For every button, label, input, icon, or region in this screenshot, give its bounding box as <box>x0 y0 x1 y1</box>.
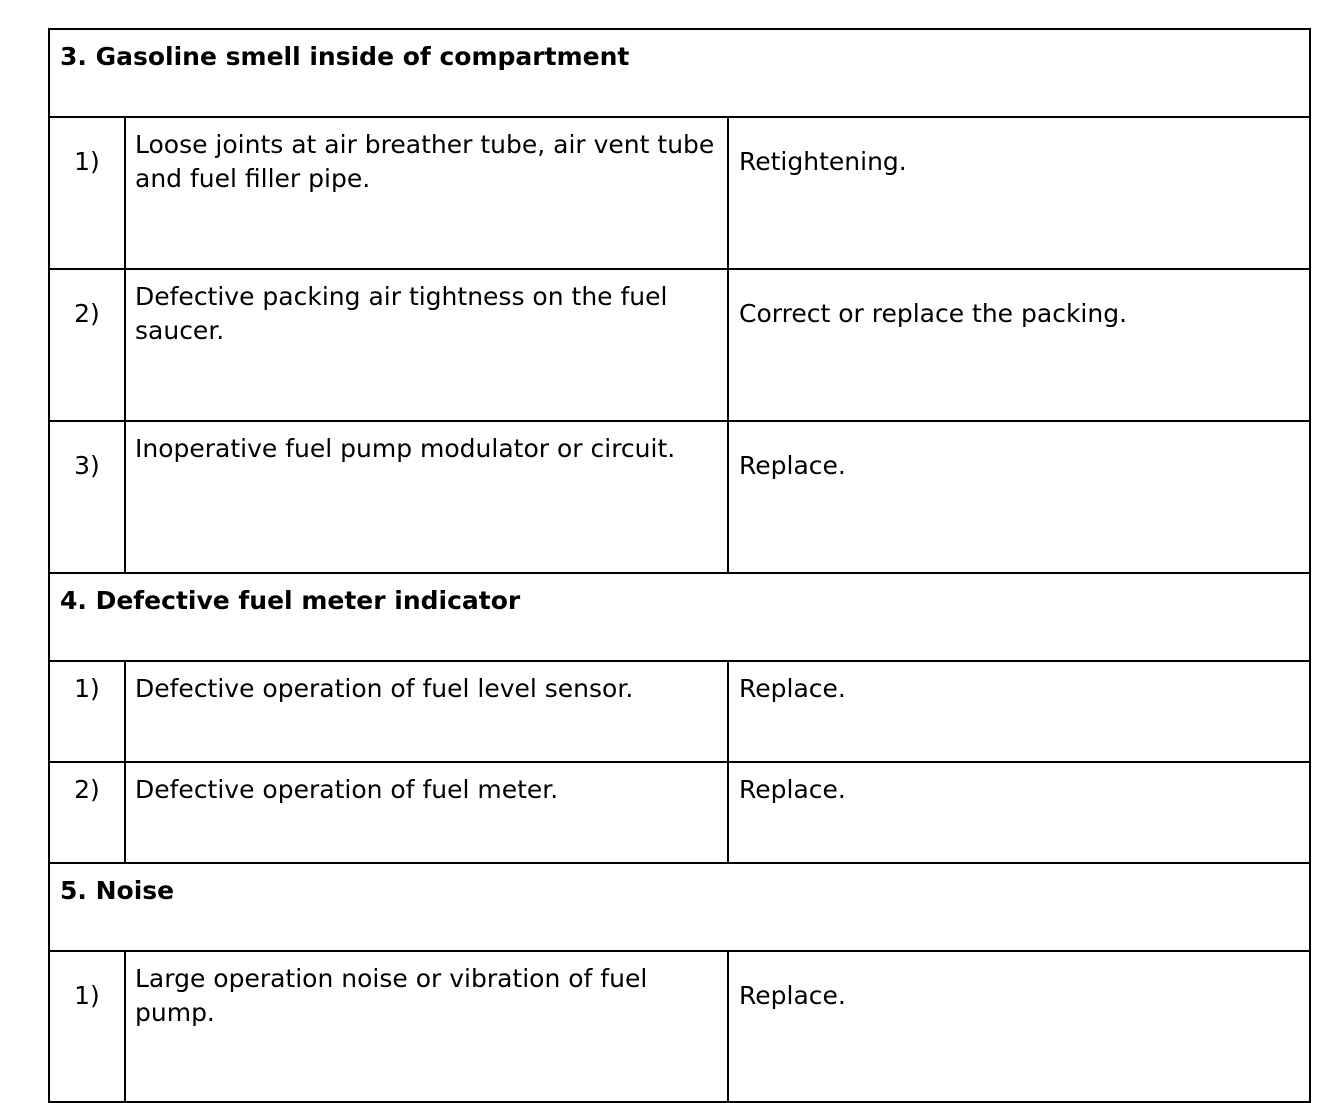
cause-cell: Defective operation of fuel meter. <box>125 762 728 863</box>
table-row <box>49 269 1310 421</box>
section-heading-row <box>49 573 1310 661</box>
troubleshooting-table <box>48 28 1311 1103</box>
section-heading-row <box>49 863 1310 951</box>
remedy-cell: Replace. <box>728 762 1310 863</box>
remedy-cell: Correct or replace the packing. <box>728 269 1310 421</box>
cause-cell: Defective packing air tightness on the fuel saucer. <box>125 269 728 421</box>
table-row <box>49 117 1310 269</box>
table-row <box>49 762 1310 863</box>
item-number: 1) <box>49 951 125 1102</box>
section-heading: 3. Gasoline smell inside of compartment <box>49 29 1310 117</box>
cause-cell: Loose joints at air breather tube, air vent tube and fuel filler pipe. <box>125 117 728 269</box>
cause-cell: Inoperative fuel pump modulator or circuit. <box>125 421 728 573</box>
remedy-cell: Replace. <box>728 421 1310 573</box>
item-number: 2) <box>49 269 125 421</box>
table-row <box>49 421 1310 573</box>
item-number: 2) <box>49 762 125 863</box>
table-row <box>49 661 1310 762</box>
table-row <box>49 951 1310 1102</box>
remedy-cell: Retightening. <box>728 117 1310 269</box>
item-number: 3) <box>49 421 125 573</box>
remedy-cell: Replace. <box>728 661 1310 762</box>
section-heading-row <box>49 29 1310 117</box>
item-number: 1) <box>49 117 125 269</box>
item-number: 1) <box>49 661 125 762</box>
remedy-cell: Replace. <box>728 951 1310 1102</box>
section-heading: 4. Defective fuel meter indicator <box>49 573 1310 661</box>
cause-cell: Large operation noise or vibration of fuel pump. <box>125 951 728 1102</box>
cause-cell: Defective operation of fuel level sensor. <box>125 661 728 762</box>
section-heading: 5. Noise <box>49 863 1310 951</box>
